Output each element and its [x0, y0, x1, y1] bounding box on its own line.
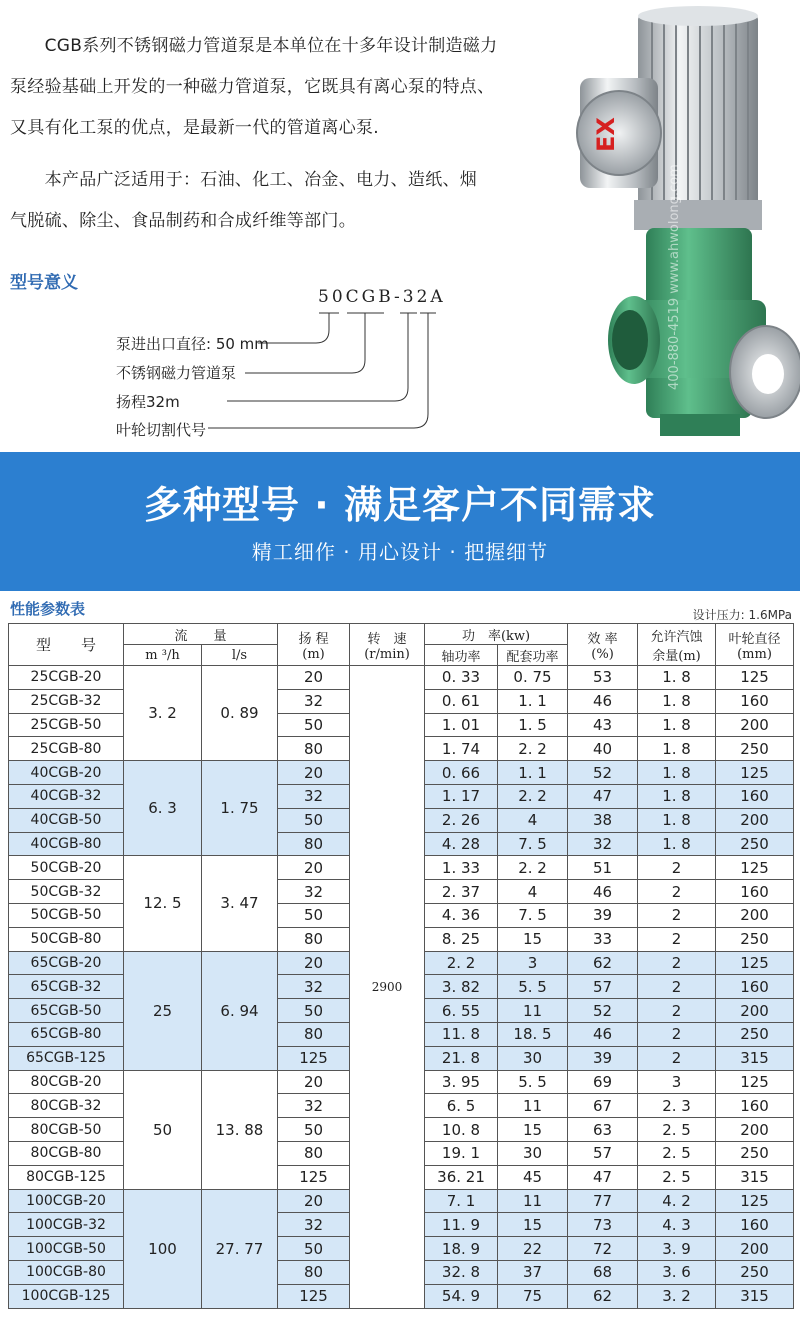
- cell-impeller: 160: [716, 784, 794, 808]
- intro-line: 本产品广泛适用于：石油、化工、冶金、电力、造纸、烟: [10, 170, 478, 190]
- cell-npsh: 1. 8: [638, 784, 716, 808]
- cell-model: 80CGB-50: [9, 1118, 124, 1142]
- cell-flow-ls: 13. 88: [202, 1070, 278, 1189]
- cell-efficiency: 57: [568, 975, 638, 999]
- cell-flow-m3h: 25: [124, 951, 202, 1070]
- header-efficiency-label: 效 率: [587, 631, 618, 647]
- cell-npsh: 2. 5: [638, 1141, 716, 1165]
- cell-rated-power: 1. 1: [498, 689, 568, 713]
- cell-shaft-power: 0. 33: [425, 666, 498, 690]
- cell-flow-m3h: 12. 5: [124, 856, 202, 951]
- intro-line: 又具有化工泵的优点，是最新一代的管道离心泵.: [10, 118, 380, 138]
- cell-npsh: 2: [638, 927, 716, 951]
- cell-shaft-power: 11. 9: [425, 1213, 498, 1237]
- watermark: 400-880-4519 www.ahwolong.com: [667, 164, 682, 390]
- cell-model: 80CGB-32: [9, 1094, 124, 1118]
- cell-efficiency: 39: [568, 903, 638, 927]
- header-head: [278, 624, 350, 666]
- cell-npsh: 1. 8: [638, 761, 716, 785]
- cell-efficiency: 63: [568, 1118, 638, 1142]
- cell-rated-power: 1. 5: [498, 713, 568, 737]
- cell-flow-ls: 27. 77: [202, 1189, 278, 1308]
- cell-shaft-power: 8. 25: [425, 927, 498, 951]
- cell-model: 100CGB-20: [9, 1189, 124, 1213]
- cell-rated-power: 3: [498, 951, 568, 975]
- cell-head: 125: [278, 1165, 350, 1189]
- table-row: [9, 666, 794, 690]
- cell-flow-ls: 1. 75: [202, 761, 278, 856]
- cell-impeller: 250: [716, 1022, 794, 1046]
- cell-head: 80: [278, 1141, 350, 1165]
- cell-efficiency: 57: [568, 1141, 638, 1165]
- intro-section: [0, 0, 800, 452]
- cell-npsh: 2. 5: [638, 1165, 716, 1189]
- header-npsh: [638, 624, 716, 666]
- cell-rated-power: 4: [498, 880, 568, 904]
- cell-flow-ls: 0. 89: [202, 666, 278, 761]
- cell-head: 80: [278, 832, 350, 856]
- cell-npsh: 4. 3: [638, 1213, 716, 1237]
- cell-efficiency: 47: [568, 784, 638, 808]
- cell-head: 32: [278, 880, 350, 904]
- cell-impeller: 125: [716, 666, 794, 690]
- cell-impeller: 200: [716, 1237, 794, 1261]
- cell-head: 20: [278, 1189, 350, 1213]
- cell-rated-power: 30: [498, 1046, 568, 1070]
- cell-model: 50CGB-50: [9, 903, 124, 927]
- cell-head: 50: [278, 999, 350, 1023]
- cell-npsh: 2: [638, 903, 716, 927]
- cell-flow-ls: 6. 94: [202, 951, 278, 1070]
- cell-rated-power: 45: [498, 1165, 568, 1189]
- header-impeller-label: 叶轮直径: [728, 631, 781, 647]
- cell-shaft-power: 11. 8: [425, 1022, 498, 1046]
- cell-efficiency: 68: [568, 1260, 638, 1284]
- cell-efficiency: 39: [568, 1046, 638, 1070]
- cell-model: 80CGB-80: [9, 1141, 124, 1165]
- header-head-unit: (m): [302, 646, 325, 662]
- cell-head: 20: [278, 1070, 350, 1094]
- cell-shaft-power: 6. 55: [425, 999, 498, 1023]
- intro-line: CGB系列不锈钢磁力管道泵是本单位在十多年设计制造磁力: [10, 36, 498, 56]
- cell-head: 32: [278, 1213, 350, 1237]
- cell-shaft-power: 36. 21: [425, 1165, 498, 1189]
- cell-npsh: 3: [638, 1070, 716, 1094]
- cell-npsh: 2. 3: [638, 1094, 716, 1118]
- cell-npsh: 3. 2: [638, 1284, 716, 1308]
- cell-impeller: 160: [716, 880, 794, 904]
- header-speed-unit: (r/min): [364, 646, 410, 662]
- cell-impeller: 160: [716, 1094, 794, 1118]
- cell-rated-power: 2. 2: [498, 784, 568, 808]
- cell-impeller: 315: [716, 1165, 794, 1189]
- cell-model: 50CGB-80: [9, 927, 124, 951]
- cell-npsh: 3. 9: [638, 1237, 716, 1261]
- ex-mark: EX: [592, 117, 620, 152]
- cell-npsh: 2. 5: [638, 1118, 716, 1142]
- cell-head: 80: [278, 927, 350, 951]
- cell-efficiency: 62: [568, 951, 638, 975]
- cell-rated-power: 2. 2: [498, 737, 568, 761]
- cell-head: 32: [278, 689, 350, 713]
- banner: [0, 452, 800, 591]
- cell-head: 50: [278, 1237, 350, 1261]
- cell-rated-power: 1. 1: [498, 761, 568, 785]
- cell-flow-ls: 3. 47: [202, 856, 278, 951]
- cell-model: 40CGB-50: [9, 808, 124, 832]
- header-flow-ls: l/s: [202, 645, 278, 666]
- cell-flow-m3h: 100: [124, 1189, 202, 1308]
- cell-impeller: 200: [716, 713, 794, 737]
- model-label-pump-type: 不锈钢磁力管道泵: [116, 364, 237, 382]
- model-meaning-title: 型号意义: [10, 273, 78, 293]
- cell-efficiency: 62: [568, 1284, 638, 1308]
- cell-efficiency: 46: [568, 689, 638, 713]
- cell-model: 65CGB-80: [9, 1022, 124, 1046]
- cell-efficiency: 47: [568, 1165, 638, 1189]
- cell-impeller: 160: [716, 689, 794, 713]
- cell-model: 65CGB-32: [9, 975, 124, 999]
- cell-impeller: 315: [716, 1046, 794, 1070]
- cell-rated-power: 0. 75: [498, 666, 568, 690]
- cell-impeller: 250: [716, 1260, 794, 1284]
- cell-head: 80: [278, 1022, 350, 1046]
- cell-shaft-power: 2. 37: [425, 880, 498, 904]
- header-impeller-unit: (mm): [737, 646, 772, 662]
- cell-efficiency: 51: [568, 856, 638, 880]
- cell-head: 20: [278, 761, 350, 785]
- table-body: [9, 666, 794, 1309]
- header-rated-power: 配套功率: [498, 645, 568, 666]
- cell-shaft-power: 3. 95: [425, 1070, 498, 1094]
- cell-head: 50: [278, 713, 350, 737]
- cell-model: 25CGB-32: [9, 689, 124, 713]
- cell-efficiency: 53: [568, 666, 638, 690]
- header-flow: 流 量: [124, 624, 278, 645]
- header-power: 功 率(kw): [425, 624, 568, 645]
- cell-rated-power: 15: [498, 1118, 568, 1142]
- cell-npsh: 2: [638, 856, 716, 880]
- banner-title: 多种型号 · 满足客户不同需求: [144, 483, 656, 527]
- cell-rated-power: 7. 5: [498, 832, 568, 856]
- cell-rated-power: 11: [498, 1094, 568, 1118]
- cell-efficiency: 67: [568, 1094, 638, 1118]
- cell-flow-m3h: 6. 3: [124, 761, 202, 856]
- cell-npsh: 4. 2: [638, 1189, 716, 1213]
- cell-head: 50: [278, 903, 350, 927]
- cell-npsh: 1. 8: [638, 689, 716, 713]
- cell-head: 125: [278, 1284, 350, 1308]
- cell-shaft-power: 19. 1: [425, 1141, 498, 1165]
- cell-rated-power: 2. 2: [498, 856, 568, 880]
- cell-shaft-power: 1. 01: [425, 713, 498, 737]
- model-label-impeller-code: 叶轮切割代号: [116, 421, 207, 439]
- header-flow-m3h: m ³/h: [124, 645, 202, 666]
- cell-shaft-power: 4. 28: [425, 832, 498, 856]
- model-diagram-lines: [0, 0, 560, 452]
- cell-model: 40CGB-20: [9, 761, 124, 785]
- cell-npsh: 2: [638, 1046, 716, 1070]
- cell-model: 100CGB-125: [9, 1284, 124, 1308]
- cell-npsh: 2: [638, 880, 716, 904]
- banner-subtitle: 精工细作 · 用心设计 · 把握细节: [251, 540, 549, 564]
- header-efficiency: [568, 624, 638, 666]
- cell-model: 65CGB-50: [9, 999, 124, 1023]
- cell-flow-m3h: 3. 2: [124, 666, 202, 761]
- cell-model: 80CGB-125: [9, 1165, 124, 1189]
- cell-npsh: 1. 8: [638, 666, 716, 690]
- cell-head: 125: [278, 1046, 350, 1070]
- header-shaft-power: 轴功率: [425, 645, 498, 666]
- cell-shaft-power: 3. 82: [425, 975, 498, 999]
- cell-shaft-power: 0. 66: [425, 761, 498, 785]
- cell-npsh: 2: [638, 975, 716, 999]
- cell-model: 40CGB-80: [9, 832, 124, 856]
- cell-impeller: 125: [716, 856, 794, 880]
- cell-model: 25CGB-80: [9, 737, 124, 761]
- cell-head: 50: [278, 1118, 350, 1142]
- cell-rated-power: 30: [498, 1141, 568, 1165]
- cell-head: 20: [278, 951, 350, 975]
- cell-efficiency: 38: [568, 808, 638, 832]
- intro-line: 泵经验基础上开发的一种磁力管道泵，它既具有离心泵的特点、: [10, 77, 495, 97]
- intro-line: 气脱硫、除尘、食品制药和合成纤维等部门。: [10, 211, 356, 231]
- cell-rated-power: 18. 5: [498, 1022, 568, 1046]
- cell-efficiency: 77: [568, 1189, 638, 1213]
- cell-efficiency: 40: [568, 737, 638, 761]
- pump-image: [560, 0, 800, 452]
- cell-shaft-power: 18. 9: [425, 1237, 498, 1261]
- cell-impeller: 160: [716, 1213, 794, 1237]
- cell-npsh: 1. 8: [638, 737, 716, 761]
- cell-shaft-power: 1. 33: [425, 856, 498, 880]
- header-model: 型 号: [9, 624, 124, 666]
- cell-shaft-power: 6. 5: [425, 1094, 498, 1118]
- cell-rated-power: 7. 5: [498, 903, 568, 927]
- cell-model: 40CGB-32: [9, 784, 124, 808]
- cell-impeller: 250: [716, 737, 794, 761]
- cell-head: 20: [278, 666, 350, 690]
- cell-efficiency: 32: [568, 832, 638, 856]
- model-code: 50CGB-32A: [318, 287, 446, 307]
- header-npsh-label: 允许汽蚀: [650, 629, 703, 645]
- cell-rated-power: 37: [498, 1260, 568, 1284]
- cell-model: 100CGB-32: [9, 1213, 124, 1237]
- cell-rated-power: 4: [498, 808, 568, 832]
- cell-shaft-power: 2. 2: [425, 951, 498, 975]
- header-efficiency-unit: (%): [591, 646, 614, 662]
- cell-efficiency: 52: [568, 761, 638, 785]
- cell-efficiency: 52: [568, 999, 638, 1023]
- cell-model: 80CGB-20: [9, 1070, 124, 1094]
- design-pressure: 设计压力: 1.6MPa: [692, 608, 792, 622]
- cell-shaft-power: 21. 8: [425, 1046, 498, 1070]
- model-label-head: 扬程32m: [116, 393, 180, 411]
- cell-model: 100CGB-50: [9, 1237, 124, 1261]
- cell-efficiency: 46: [568, 1022, 638, 1046]
- cell-rated-power: 15: [498, 1213, 568, 1237]
- cell-impeller: 125: [716, 761, 794, 785]
- cell-shaft-power: 32. 8: [425, 1260, 498, 1284]
- performance-table: [8, 623, 793, 1309]
- cell-efficiency: 72: [568, 1237, 638, 1261]
- cell-model: 50CGB-32: [9, 880, 124, 904]
- cell-shaft-power: 4. 36: [425, 903, 498, 927]
- cell-head: 32: [278, 1094, 350, 1118]
- cell-speed: 2900: [350, 666, 425, 1309]
- header-speed-label: 转 速: [367, 631, 407, 647]
- header-speed: [350, 624, 425, 666]
- cell-impeller: 250: [716, 1141, 794, 1165]
- cell-efficiency: 69: [568, 1070, 638, 1094]
- cell-rated-power: 11: [498, 1189, 568, 1213]
- cell-rated-power: 5. 5: [498, 1070, 568, 1094]
- cell-model: 65CGB-20: [9, 951, 124, 975]
- cell-impeller: 125: [716, 1189, 794, 1213]
- cell-head: 80: [278, 1260, 350, 1284]
- cell-npsh: 1. 8: [638, 808, 716, 832]
- cell-model: 100CGB-80: [9, 1260, 124, 1284]
- cell-impeller: 200: [716, 1118, 794, 1142]
- cell-efficiency: 43: [568, 713, 638, 737]
- header-npsh-unit: 余量(m): [652, 648, 701, 664]
- cell-npsh: 3. 6: [638, 1260, 716, 1284]
- cell-rated-power: 15: [498, 927, 568, 951]
- cell-model: 25CGB-20: [9, 666, 124, 690]
- cell-shaft-power: 1. 17: [425, 784, 498, 808]
- cell-npsh: 2: [638, 999, 716, 1023]
- cell-head: 50: [278, 808, 350, 832]
- cell-impeller: 160: [716, 975, 794, 999]
- cell-npsh: 1. 8: [638, 713, 716, 737]
- header-impeller: [716, 624, 794, 666]
- model-label-diameter: 泵进出口直径: 50 mm: [116, 335, 269, 353]
- cell-npsh: 2: [638, 1022, 716, 1046]
- cell-shaft-power: 2. 26: [425, 808, 498, 832]
- cell-npsh: 1. 8: [638, 832, 716, 856]
- cell-impeller: 200: [716, 999, 794, 1023]
- cell-shaft-power: 54. 9: [425, 1284, 498, 1308]
- cell-head: 20: [278, 856, 350, 880]
- header-head-label: 扬 程: [298, 631, 329, 647]
- cell-impeller: 200: [716, 903, 794, 927]
- cell-efficiency: 33: [568, 927, 638, 951]
- cell-flow-m3h: 50: [124, 1070, 202, 1189]
- cell-shaft-power: 7. 1: [425, 1189, 498, 1213]
- cell-efficiency: 46: [568, 880, 638, 904]
- cell-shaft-power: 10. 8: [425, 1118, 498, 1142]
- cell-impeller: 200: [716, 808, 794, 832]
- cell-shaft-power: 1. 74: [425, 737, 498, 761]
- cell-impeller: 250: [716, 832, 794, 856]
- cell-impeller: 250: [716, 927, 794, 951]
- cell-efficiency: 73: [568, 1213, 638, 1237]
- cell-head: 32: [278, 975, 350, 999]
- cell-impeller: 125: [716, 1070, 794, 1094]
- cell-rated-power: 5. 5: [498, 975, 568, 999]
- cell-model: 65CGB-125: [9, 1046, 124, 1070]
- cell-impeller: 125: [716, 951, 794, 975]
- cell-impeller: 315: [716, 1284, 794, 1308]
- cell-rated-power: 75: [498, 1284, 568, 1308]
- cell-model: 25CGB-50: [9, 713, 124, 737]
- cell-head: 32: [278, 784, 350, 808]
- cell-npsh: 2: [638, 951, 716, 975]
- cell-model: 50CGB-20: [9, 856, 124, 880]
- cell-rated-power: 22: [498, 1237, 568, 1261]
- cell-head: 80: [278, 737, 350, 761]
- performance-table-title: 性能参数表: [10, 600, 86, 618]
- cell-rated-power: 11: [498, 999, 568, 1023]
- cell-shaft-power: 0. 61: [425, 689, 498, 713]
